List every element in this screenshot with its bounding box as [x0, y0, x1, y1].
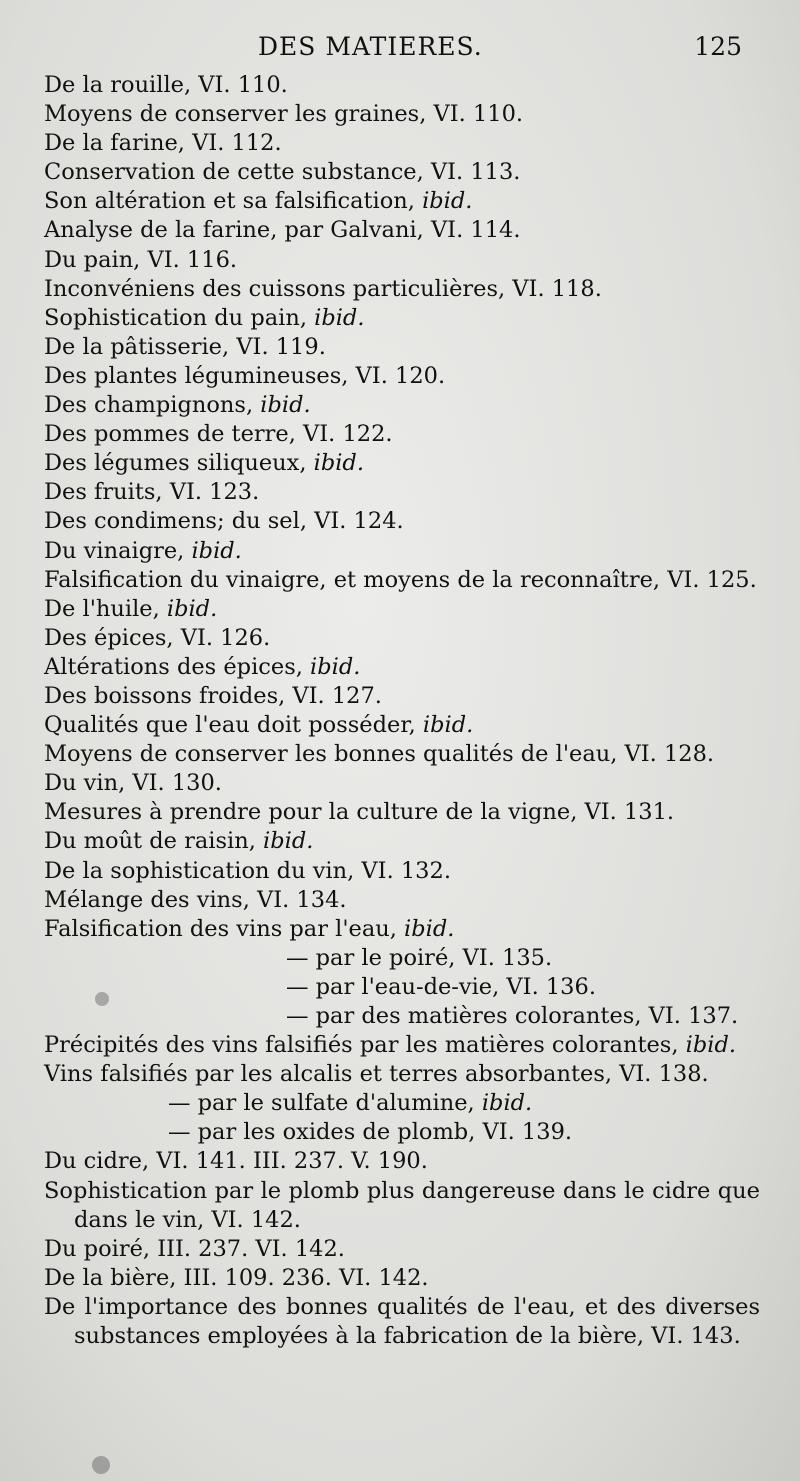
index-entry	[44, 653, 760, 682]
index-entries-list	[44, 71, 760, 1351]
index-entry-text: Moyens de conserver les bonnes qualités de l'eau, VI. 128.	[44, 741, 715, 768]
index-entry-ibid: ibid.	[166, 595, 218, 622]
index-entry-ibid: ibid.	[310, 653, 361, 680]
index-entry-ibid: ibid.	[685, 1032, 737, 1059]
index-entry-text: Du vin, VI. 130.	[44, 770, 222, 797]
index-entry-text: — par le sulfate d'alumine,	[168, 1090, 482, 1117]
index-entry-text: Des pommes de terre, VI. 122.	[44, 421, 393, 448]
index-entry	[44, 71, 760, 100]
index-entry	[44, 420, 760, 449]
index-entry-text: Qualités que l'eau doit posséder,	[44, 712, 423, 739]
index-entry	[44, 1293, 760, 1351]
index-entry	[44, 915, 760, 944]
index-entry-text: Vins falsifiés par les alcalis et terres absorbantes, VI. 138.	[44, 1061, 709, 1088]
index-entry	[44, 711, 760, 740]
index-entry-text: Des épices, VI. 126.	[44, 624, 271, 651]
ink-spot	[95, 992, 109, 1006]
index-entry	[44, 333, 760, 362]
index-entry-text: De la sophistication du vin, VI. 132.	[44, 857, 451, 884]
index-entry-ibid: ibid.	[422, 712, 474, 739]
ink-spot	[92, 1456, 110, 1474]
index-entry	[44, 566, 760, 595]
index-entry-text: De la bière, III. 109. 236. VI. 142.	[44, 1264, 429, 1291]
index-entry-text: Inconvéniens des cuissons particulières, VI. 118.	[44, 275, 602, 302]
running-head: DES MATIERES.	[258, 32, 483, 61]
index-entry	[44, 624, 760, 653]
index-entry-text: De la farine, VI. 112.	[44, 130, 282, 157]
index-entry	[44, 1031, 760, 1060]
index-entry-text: Altérations des épices,	[44, 653, 311, 680]
index-entry-text: Son altération et sa falsification,	[44, 188, 423, 215]
index-entry-text: Falsification des vins par l'eau,	[44, 915, 405, 942]
index-entry-text: Sophistication du pain,	[44, 304, 315, 331]
index-entry-text: — par l'eau-de-vie, VI. 136.	[286, 973, 596, 1000]
index-entry-ibid: ibid.	[422, 188, 473, 215]
index-entry-text: Sophistication par le plomb plus dangereuse dans le cidre que dans le vin, VI. 142.	[44, 1177, 760, 1233]
index-entry	[44, 1235, 760, 1264]
index-entry	[44, 537, 760, 566]
index-entry	[44, 129, 760, 158]
index-entry	[44, 769, 760, 798]
index-entry	[44, 478, 760, 507]
index-entry-text: De la pâtisserie, VI. 119.	[44, 333, 326, 360]
index-entry	[44, 1177, 760, 1235]
index-entry	[44, 391, 760, 420]
index-entry	[44, 944, 760, 973]
index-entry-text: De l'importance des bonnes qualités de l'eau, et des diverses substances employées à la fabrication de la bière, VI. 143.	[44, 1293, 760, 1350]
index-entry	[44, 304, 760, 333]
index-entry	[44, 246, 760, 275]
index-entry	[44, 1147, 760, 1176]
index-entry-text: Des plantes légumineuses, VI. 120.	[44, 362, 446, 389]
index-entry	[44, 886, 760, 915]
index-entry-text: Précipités des vins falsifiés par les matières colorantes,	[44, 1032, 686, 1059]
index-entry-text: — par le poiré, VI. 135.	[286, 944, 553, 971]
index-entry-text: Analyse de la farine, par Galvani, VI. 114.	[44, 217, 521, 244]
index-entry	[44, 798, 760, 827]
index-entry	[44, 187, 760, 216]
index-entry-text: Des fruits, VI. 123.	[44, 479, 260, 506]
index-entry-text: Des boissons froides, VI. 127.	[44, 682, 382, 709]
index-entry-ibid: ibid.	[481, 1090, 533, 1117]
index-entry	[44, 857, 760, 886]
page-header	[0, 32, 800, 66]
index-entry	[44, 158, 760, 187]
index-entry	[44, 740, 760, 769]
index-entry	[44, 682, 760, 711]
index-entry-ibid: ibid.	[404, 915, 455, 942]
index-entry-text: Du vinaigre,	[44, 537, 192, 564]
index-entry-ibid: ibid.	[191, 537, 242, 564]
index-entry	[44, 449, 760, 478]
index-entry-text: Mesures à prendre pour la culture de la vigne, VI. 131.	[44, 799, 675, 826]
index-entry	[44, 216, 760, 245]
index-entry-ibid: ibid.	[313, 450, 364, 477]
index-entry-ibid: ibid.	[263, 828, 314, 855]
index-entry-text: Falsification du vinaigre, et moyens de la reconnaître, VI. 125.	[44, 566, 757, 593]
index-entry-text: Du cidre, VI. 141. III. 237. V. 190.	[44, 1148, 428, 1175]
index-entry	[44, 100, 760, 129]
index-entry-text: De l'huile,	[44, 595, 167, 622]
index-entry	[44, 507, 760, 536]
index-entry	[44, 1089, 760, 1118]
index-entry	[44, 1002, 760, 1031]
index-entry-text: Du poiré, III. 237. VI. 142.	[44, 1235, 345, 1262]
index-entry-text: Des condimens; du sel, VI. 124.	[44, 508, 404, 535]
index-entry	[44, 595, 760, 624]
index-entry	[44, 362, 760, 391]
index-entry-text: De la rouille, VI. 110.	[44, 72, 288, 98]
index-entry-ibid: ibid.	[314, 304, 365, 331]
index-entry-ibid: ibid.	[260, 392, 311, 419]
index-entry	[44, 827, 760, 856]
index-entry	[44, 1060, 760, 1089]
index-entry	[44, 275, 760, 304]
page-number: 125	[694, 32, 742, 61]
index-entry-text: — par des matières colorantes, VI. 137.	[286, 1003, 739, 1029]
index-entry-text: Du pain, VI. 116.	[44, 246, 238, 273]
index-entry	[44, 1118, 760, 1147]
index-entry-text: Mélange des vins, VI. 134.	[44, 886, 347, 913]
index-entry-text: Moyens de conserver les graines, VI. 110.	[44, 101, 524, 128]
index-entry	[44, 1264, 760, 1293]
index-entry-text: Conservation de cette substance, VI. 113.	[44, 159, 521, 186]
index-entry-text: Du moût de raisin,	[44, 828, 264, 855]
index-entry	[44, 973, 760, 1002]
index-entry-text: Des légumes siliqueux,	[44, 450, 314, 477]
index-entry-text: — par les oxides de plomb, VI. 139.	[168, 1119, 573, 1146]
index-entry-text: Des champignons,	[44, 392, 261, 419]
